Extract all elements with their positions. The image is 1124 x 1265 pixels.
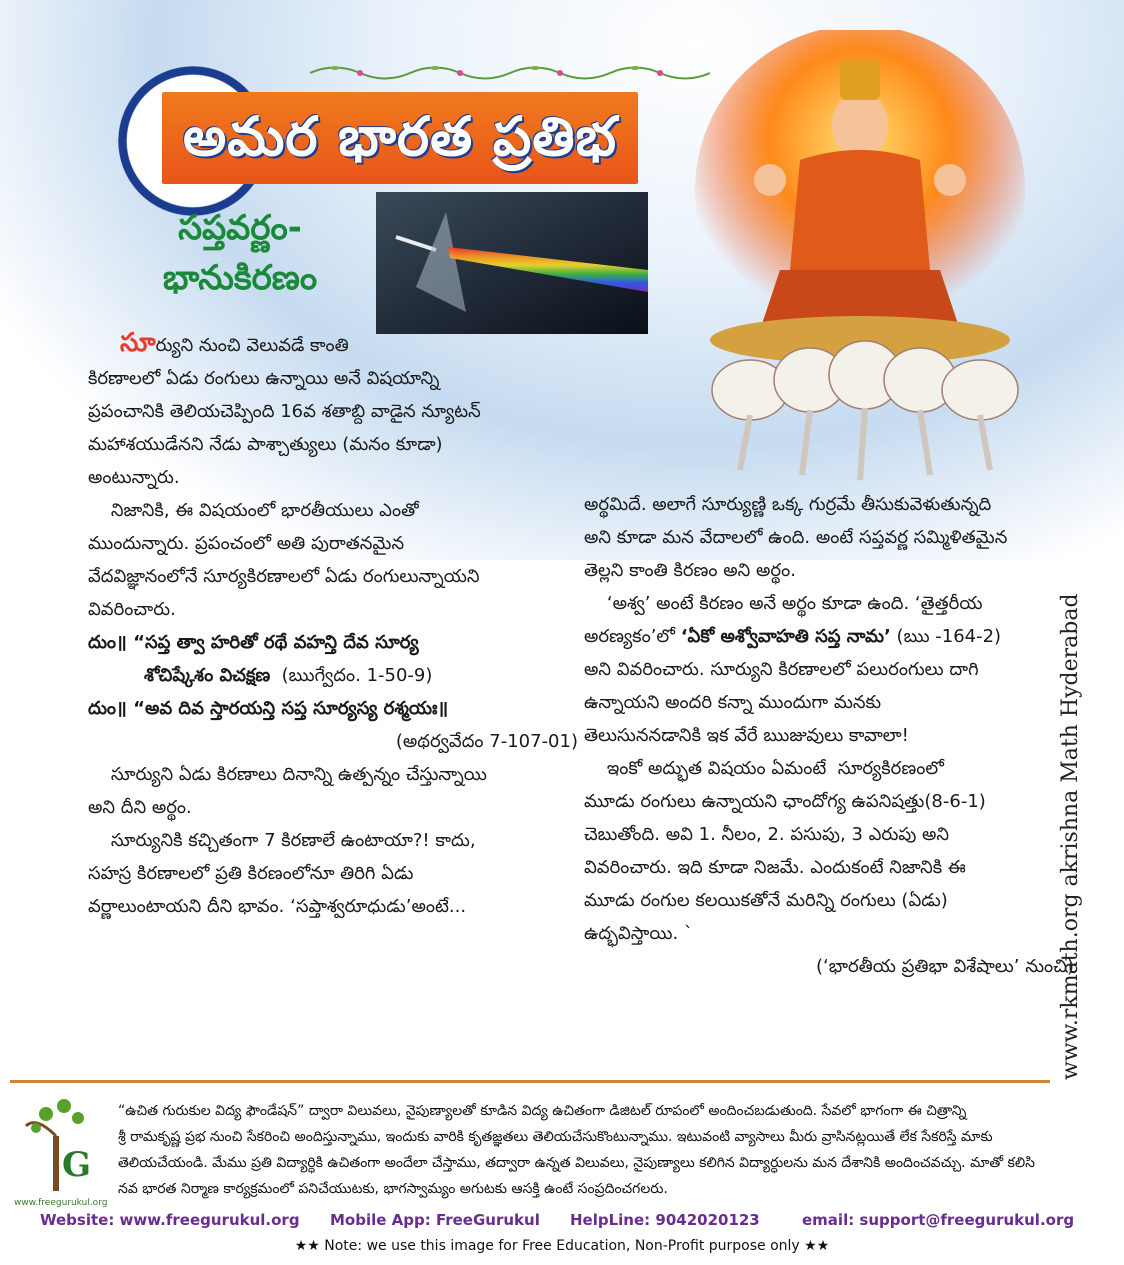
text-line (88, 758, 578, 791)
text-run: సహస్ర కిరణాలలో ప్రతి కిరణంలోనూ తిరిగి ఏడు (88, 863, 414, 884)
text-run: దుం॥ “సప్త త్వా హరితో రథే వహన్తి దేవ సూర్య (88, 632, 419, 653)
text-line (88, 362, 578, 395)
text-run: (అథర్వవేదం 7-107-01) (395, 731, 578, 752)
text-line (584, 785, 1074, 818)
citation-run: (ఋగ్వేదం. 1-50-9) (270, 665, 433, 686)
text-line (88, 494, 578, 527)
text-line (88, 626, 578, 659)
text-line (88, 461, 578, 494)
text-line (584, 686, 1074, 719)
svg-text:G: G (62, 1145, 92, 1185)
footer-text (118, 1098, 1048, 1202)
prism-rainbow-image (376, 192, 648, 334)
usage-note: ★★ Note: we use this image for Free Education, Non-Profit purpose only ★★ (294, 1238, 830, 1254)
article-right-column (584, 488, 1074, 983)
footer-divider (10, 1080, 1050, 1083)
text-run: తెలుసుననడానికి ఇక వేరే ఋజువులు కావాలా! (584, 725, 909, 746)
text-run: దుం॥ “అవ దివ స్తారయన్తి సప్త సూర్యస్య రశ్మయః॥ (88, 698, 449, 719)
text-run: సూర్యునికి కచ్చితంగా 7 కిరణాలే ఉంటాయా?! కాదు, (88, 830, 476, 851)
text-run: మూడు రంగులు ఉన్నాయని ఛాందోగ్య ఉపనిషత్తు(8-6-1) (584, 791, 986, 812)
text-run: అని కూడా మన వేదాలలో ఉంది. అంటే సప్తవర్ణ సమ్మిళితమైన (584, 527, 1008, 548)
text-line (88, 857, 578, 890)
text-run: చెబుతోంది. అవి 1. నీలం, 2. పసుపు, 3 ఎరుపు అని (584, 824, 950, 845)
text-run: వర్ణాలుంటాయని దీని భావం. ‘సప్తాశ్వరూధుడు’అంటే... (88, 896, 467, 917)
text-line (584, 521, 1074, 554)
website-link[interactable]: Website: www.freegurukul.org (40, 1211, 300, 1229)
text-run: ముందున్నారు. ప్రపంచంలో అతి పురాతనమైన (88, 533, 405, 554)
text-run: వివరించారు. (88, 599, 176, 620)
text-run: నిజానికి, ఈ విషయంలో భారతీయులు ఎంతో (88, 500, 419, 521)
citation-run: (ఋ -164-2) (890, 626, 1002, 647)
text-run: అరణ్యకం’లో (584, 626, 681, 647)
text-line (88, 428, 578, 461)
text-line (88, 395, 578, 428)
text-line (584, 752, 1074, 785)
text-run: అంటున్నారు. (88, 467, 180, 488)
text-run: సూర్యుని ఏడు కిరణాలు దినాన్ని ఉత్పన్నం చేస్తున్నాయి (88, 764, 487, 785)
source-watermark: www.rkmath.org akrishna Math Hyderabad (1058, 593, 1083, 1080)
article-title-line1: సప్తవర్ణం- (178, 208, 302, 248)
text-line (584, 488, 1074, 521)
email-link[interactable]: email: support@freegurukul.org (802, 1211, 1075, 1229)
text-run: ఇంకో అద్భుత విషయం ఏమంటే సూర్యకిరణంలో (584, 758, 944, 779)
helpline-link[interactable]: HelpLine: 9042020123 (570, 1211, 760, 1229)
text-line (584, 653, 1074, 686)
logo-url: www.freegurukul.org (14, 1198, 108, 1208)
quote-run: ‘ఏకో అశ్వోవాహతి సప్త నామ’ (680, 626, 891, 647)
text-run: అని వివరించారు. సూర్యుని కిరణాలలో పలురంగులు దాగి (584, 659, 979, 680)
text-line (88, 659, 578, 692)
footer-line: నవ భారత నిర్మాణ కార్యక్రమంలో పనిచేయుటకు, భాగస్వామ్యం అగుటకు ఆసక్తి ఉంటే సంప్రదించగలరు. (118, 1181, 668, 1197)
text-run: అని దీని అర్థం. (88, 797, 192, 818)
article-left-column (88, 327, 578, 923)
text-run: (‘భారతీయ ప్రతిభా విశేషాలు’ నుంచి) (815, 956, 1074, 977)
text-line (88, 527, 578, 560)
text-line (88, 890, 578, 923)
surya-deity-image (690, 30, 1030, 500)
text-run: వేదవిజ్ఞానంలోనే సూర్యకిరణాలలో ఏడు రంగులున్నాయని (88, 566, 480, 587)
mobile-app-link[interactable]: Mobile App: FreeGurukul (330, 1211, 540, 1229)
text-run: మహాశయుడేనని నేడు పాశ్చాత్యులు (మనం కూడా) (88, 434, 443, 455)
text-run: ప్రపంచానికి తెలియచెప్పింది 16వ శతాబ్ది వాడైన న్యూటన్ (88, 401, 481, 422)
dropcap: సూ (120, 328, 156, 358)
text-run: మూడు రంగుల కలయికతోనే మరిన్ని రంగులు (ఏడు) (584, 890, 948, 911)
text-run: తెల్లని కాంతి కిరణం అని అర్థం. (584, 560, 796, 581)
text-line (584, 917, 1074, 950)
text-line (584, 587, 1074, 620)
text-line (88, 725, 578, 758)
text-run: అర్థమిదే. అలాగే సూర్యుణ్ణి ఒక్క గుర్రమే తీసుకువెళుతున్నది (584, 494, 992, 515)
text-line (88, 560, 578, 593)
text-line (88, 593, 578, 626)
page-title: అమర భారత ప్రతిభ (183, 104, 617, 168)
vine-ornament (310, 62, 710, 84)
text-run: ఉన్నాయని అందరి కన్నా ముందుగా మనకు (584, 692, 882, 713)
text-line (584, 884, 1074, 917)
text-line (88, 824, 578, 857)
text-run: ర్యుని నుంచి వెలువడే కాంతి (155, 335, 349, 356)
text-line (584, 554, 1074, 587)
text-line (584, 851, 1074, 884)
text-line (584, 818, 1074, 851)
text-run: శోచిష్కేశం విచక్షణ (144, 665, 271, 686)
text-run: ఉద్భవిస్తాయి. ˋ (584, 923, 693, 944)
text-run: ‘అశ్వ’ అంటే కిరణం అనే అర్థం కూడా ఉంది. ‘తైత్తరీయ (584, 593, 983, 614)
text-run: వివరించారు. ఇది కూడా నిజమే. ఎందుకంటే నిజానికి ఈ (584, 857, 966, 878)
text-line (584, 950, 1074, 983)
contact-bar (40, 1211, 1080, 1231)
footer-line: తెలియచేయండి. మేము ప్రతి విద్యార్ధికి ఉచితంగా అందేలా చేస్తాము, తద్వారా ఉన్నత విలువలు, నైపుణ్యాలు కలిగిన విద్యార్ధులను మన దేశానికి అందించవచ్చు. మాతో కలిసి (118, 1155, 1035, 1171)
text-run: కిరణాలలో ఏడు రంగులు ఉన్నాయి అనే విషయాన్ని (88, 368, 440, 389)
footer-line: శ్రీ రామకృష్ణ ప్రభ నుంచి సేకరించి అందిస్తున్నాము, ఇందుకు వారికి కృతజ్ఞతలు తెలియచేసుకొంటున్నాము. ఇటువంటి వ్యాసాలు మీరు వ్రాసినట్లయితే లేక సేకరిస్తే మాకు (118, 1129, 993, 1145)
text-line (88, 791, 578, 824)
article-title-line2: భానుకిరణం (162, 258, 318, 298)
text-line (88, 692, 578, 725)
footer-line: “ఉచిత గురుకుల విద్య ఫౌండేషన్” ద్వారా విలువలు, నైపుణ్యాలతో కూడిన విద్య ఉచితంగా డిజిటల్ రూపంలో అందించబడుతుంది. సేవలో భాగంగా ఈ చిత్రాన్ని (118, 1103, 967, 1119)
text-line (88, 327, 578, 362)
text-line (584, 719, 1074, 752)
text-line (584, 620, 1074, 653)
freegurukul-logo-icon (16, 1096, 106, 1196)
